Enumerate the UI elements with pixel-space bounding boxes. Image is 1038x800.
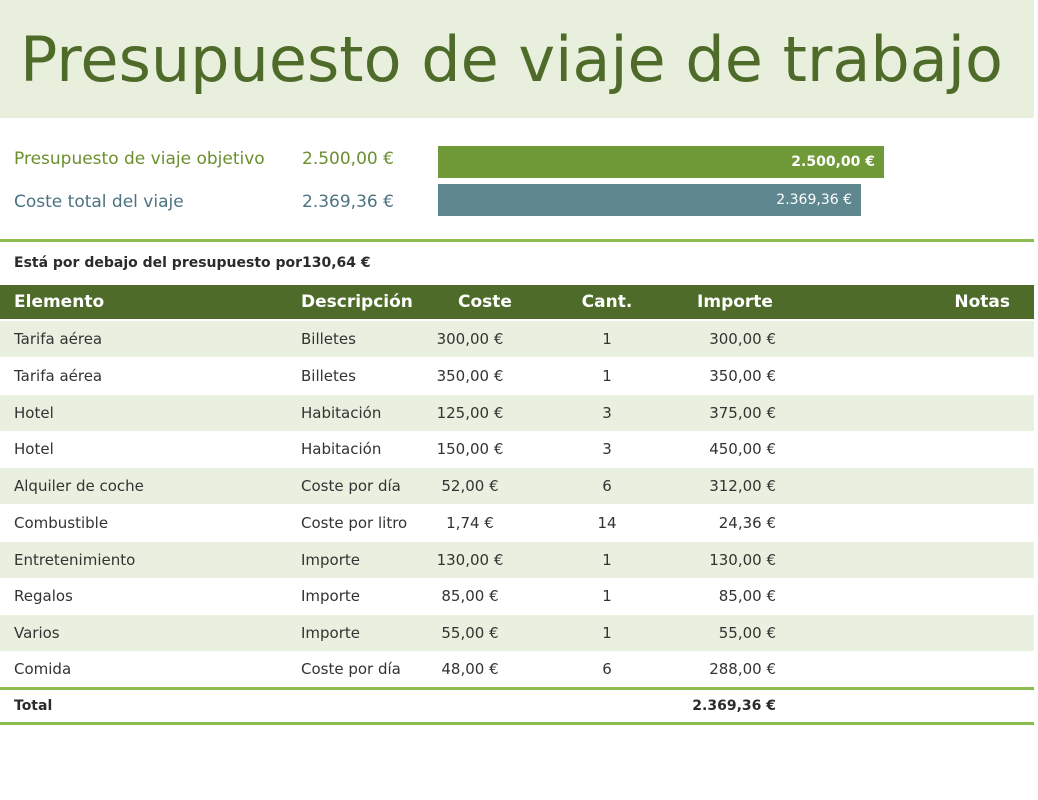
table-row[interactable] (0, 321, 1034, 357)
page-title: Presupuesto de viaje de trabajo (20, 23, 1003, 96)
cell-description[interactable]: Billetes (301, 367, 356, 385)
table-row[interactable] (0, 542, 1034, 578)
cell-amount[interactable]: 350,00 € (709, 367, 776, 385)
cell-qty[interactable]: 1 (602, 551, 612, 569)
cell-qty[interactable]: 3 (602, 440, 612, 458)
table-row[interactable] (0, 578, 1034, 614)
cell-amount[interactable]: 312,00 € (709, 477, 776, 495)
total-row (0, 690, 1034, 722)
cell-element[interactable]: Varios (14, 624, 60, 642)
cell-cost[interactable]: 52,00 € (441, 477, 499, 495)
table-row[interactable] (0, 651, 1034, 687)
cell-description[interactable]: Habitación (301, 404, 382, 422)
title-band (0, 0, 1034, 118)
under-budget-value: 130,64 € (302, 255, 371, 271)
header-cost[interactable]: Coste (458, 292, 512, 312)
cell-element[interactable]: Tarifa aérea (14, 330, 103, 348)
cell-qty[interactable]: 1 (602, 624, 612, 642)
cell-qty[interactable]: 1 (602, 330, 612, 348)
cell-qty[interactable]: 1 (602, 587, 612, 605)
total-cost-value: 2.369,36 € (302, 192, 394, 212)
cell-description[interactable]: Importe (301, 551, 361, 569)
cell-cost[interactable]: 1,74 € (446, 514, 494, 532)
cell-cost[interactable]: 55,00 € (441, 624, 499, 642)
table-row[interactable] (0, 395, 1034, 431)
summary-divider (0, 239, 1034, 242)
cell-qty[interactable]: 14 (597, 514, 617, 532)
cell-qty[interactable]: 1 (602, 367, 612, 385)
header-qty[interactable]: Cant. (581, 292, 633, 312)
target-budget-bar-label: 2.500,00 € (791, 154, 875, 170)
header-amount[interactable]: Importe (697, 292, 773, 312)
cell-element[interactable]: Hotel (14, 440, 54, 458)
header-notes[interactable]: Notas (954, 292, 1010, 312)
table-row[interactable] (0, 358, 1034, 394)
cell-cost[interactable]: 48,00 € (441, 660, 499, 678)
table-header (0, 285, 1034, 319)
cell-element[interactable]: Entretenimiento (14, 551, 136, 569)
total-label: Total (14, 698, 53, 714)
cell-element[interactable]: Regalos (14, 587, 73, 605)
target-budget-label: Presupuesto de viaje objetivo (14, 149, 265, 169)
target-budget-value: 2.500,00 € (302, 149, 394, 169)
cell-amount[interactable]: 375,00 € (709, 404, 776, 422)
cell-description[interactable]: Importe (301, 624, 361, 642)
cell-amount[interactable]: 450,00 € (709, 440, 776, 458)
cell-amount[interactable]: 24,36 € (718, 514, 776, 532)
table-row[interactable] (0, 615, 1034, 651)
table-row[interactable] (0, 468, 1034, 504)
under-budget-label: Está por debajo del presupuesto por (14, 255, 303, 271)
cell-description[interactable]: Coste por día (301, 660, 401, 678)
total-cost-bar (438, 184, 861, 216)
cell-element[interactable]: Comida (14, 660, 72, 678)
total-cost-label: Coste total del viaje (14, 192, 184, 212)
total-cost-bar-label: 2.369,36 € (776, 192, 852, 208)
cell-cost[interactable]: 85,00 € (441, 587, 499, 605)
cell-amount[interactable]: 130,00 € (709, 551, 776, 569)
cell-cost[interactable]: 150,00 € (436, 440, 504, 458)
cell-element[interactable]: Alquiler de coche (14, 477, 144, 495)
table-row[interactable] (0, 431, 1034, 467)
cell-qty[interactable]: 6 (602, 477, 612, 495)
cell-cost[interactable]: 300,00 € (436, 330, 504, 348)
cell-element[interactable]: Hotel (14, 404, 54, 422)
cell-amount[interactable]: 300,00 € (709, 330, 776, 348)
cell-amount[interactable]: 288,00 € (709, 660, 776, 678)
cell-description[interactable]: Billetes (301, 330, 356, 348)
cell-element[interactable]: Tarifa aérea (14, 367, 103, 385)
cell-description[interactable]: Coste por día (301, 477, 401, 495)
total-amount: 2.369,36 € (692, 698, 776, 714)
cell-amount[interactable]: 85,00 € (718, 587, 776, 605)
cell-cost[interactable]: 130,00 € (436, 551, 504, 569)
cell-amount[interactable]: 55,00 € (718, 624, 776, 642)
cell-description[interactable]: Coste por litro (301, 514, 408, 532)
table-row[interactable] (0, 505, 1034, 541)
header-element[interactable]: Elemento (14, 292, 105, 312)
cell-description[interactable]: Habitación (301, 440, 382, 458)
cell-cost[interactable]: 125,00 € (436, 404, 504, 422)
header-description[interactable]: Descripción (301, 292, 413, 312)
cell-element[interactable]: Combustible (14, 514, 109, 532)
total-bottom-rule (0, 722, 1034, 725)
cell-qty[interactable]: 3 (602, 404, 612, 422)
cell-qty[interactable]: 6 (602, 660, 612, 678)
target-budget-bar (438, 146, 884, 178)
cell-description[interactable]: Importe (301, 587, 361, 605)
cell-cost[interactable]: 350,00 € (436, 367, 504, 385)
